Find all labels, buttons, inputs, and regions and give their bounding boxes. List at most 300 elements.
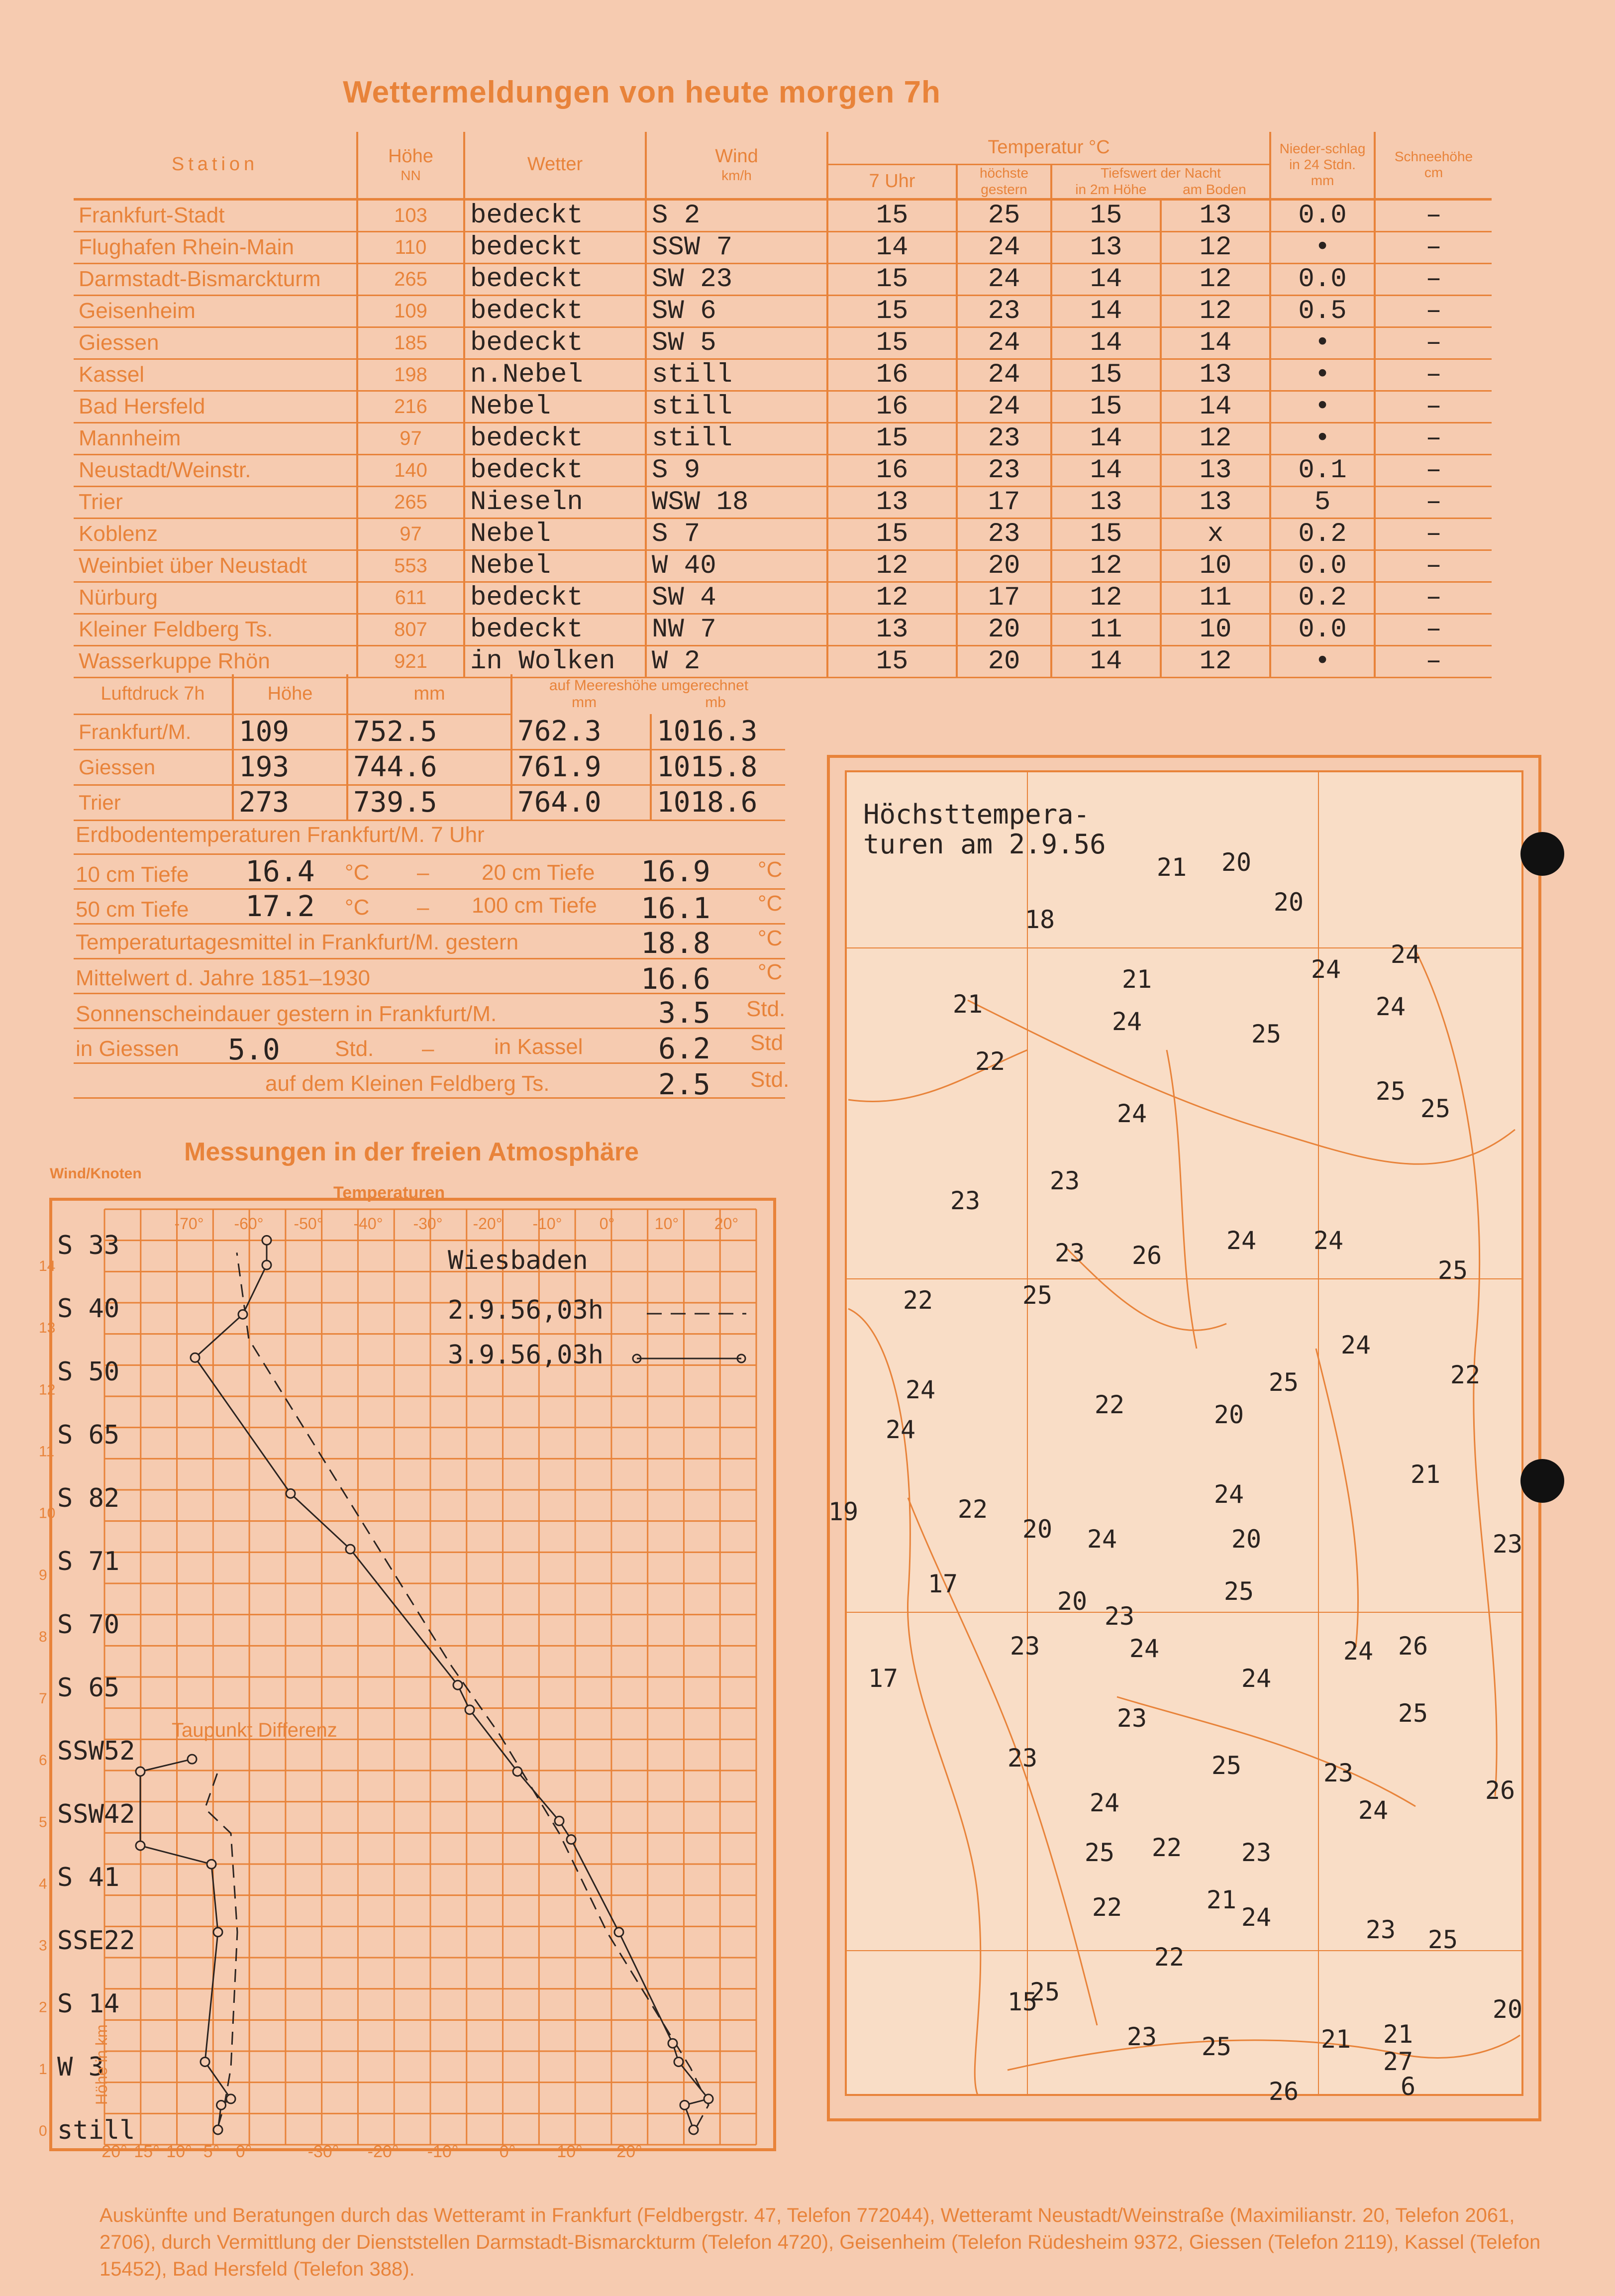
weather-cell-station: Kleiner Feldberg Ts. bbox=[74, 614, 357, 645]
km-tick: 7 bbox=[39, 1690, 47, 1707]
weather-cell-schnee: – bbox=[1375, 231, 1492, 263]
soil-100cm-value: 16.1 bbox=[641, 891, 710, 925]
map-temperature: 25 bbox=[1022, 1281, 1053, 1310]
soil-unit-4: °C bbox=[758, 891, 783, 916]
weather-cell-t7: 15 bbox=[827, 263, 957, 295]
header-wind-sub: km/h bbox=[721, 168, 752, 183]
std-1: Std. bbox=[746, 997, 786, 1021]
weather-cell-hoechst: 24 bbox=[957, 231, 1051, 263]
weather-cell-wetter: n.Nebel bbox=[464, 359, 646, 391]
map-temperature: 24 bbox=[1311, 955, 1341, 984]
weather-cell-nieder: 0.0 bbox=[1270, 550, 1375, 582]
weather-cell-wind: SW 23 bbox=[646, 263, 827, 295]
map-temperature: 21 bbox=[1156, 853, 1187, 882]
weather-cell-t7: 15 bbox=[827, 199, 957, 231]
feldberg-label: auf dem Kleinen Feldberg Ts. bbox=[265, 1071, 550, 1096]
wind-entry: S 70 bbox=[57, 1610, 120, 1640]
series-point bbox=[226, 2094, 235, 2103]
header-in2m: in 2m Höhe bbox=[1075, 181, 1147, 197]
map-temperature: 24 bbox=[1213, 1480, 1244, 1509]
map-temperature: 24 bbox=[885, 1415, 916, 1444]
weather-cell-nieder: 0.0 bbox=[1270, 263, 1375, 295]
weather-cell-hoechst: 25 bbox=[957, 199, 1051, 231]
soil-10cm-value: 16.4 bbox=[245, 854, 315, 888]
weather-row bbox=[74, 263, 1492, 295]
weather-cell-wind: SSW 7 bbox=[646, 231, 827, 263]
weather-cell-tief2m: 15 bbox=[1051, 391, 1161, 422]
soil-unit-6: °C bbox=[758, 960, 783, 984]
pressure-cell-meer_mm: 761.9 bbox=[511, 749, 651, 785]
map-temperature: 21 bbox=[1410, 1460, 1441, 1489]
weather-cell-wetter: Nieseln bbox=[464, 486, 646, 518]
weather-cell-schnee: – bbox=[1375, 550, 1492, 582]
series-point bbox=[262, 1260, 271, 1269]
page-title: Wettermeldungen von heute morgen 7h bbox=[343, 75, 941, 109]
weather-cell-tief2m: 15 bbox=[1051, 359, 1161, 391]
punch-hole-2 bbox=[1520, 1459, 1564, 1503]
map-temperature: 18 bbox=[1024, 905, 1055, 934]
weather-cell-wetter: bedeckt bbox=[464, 422, 646, 454]
pressure-cell-mb: 1016.3 bbox=[651, 714, 785, 749]
map-temperature: 19 bbox=[828, 1497, 859, 1526]
map-temperature: 6 bbox=[1400, 2072, 1416, 2101]
pressure-cell-hoehe: 109 bbox=[233, 714, 347, 749]
weather-cell-station: Weinbiet über Neustadt bbox=[74, 550, 357, 582]
map-temperature: 24 bbox=[1111, 1007, 1142, 1036]
map-temperature: 25 bbox=[1211, 1751, 1242, 1780]
soil-50cm-value: 17.2 bbox=[245, 889, 315, 923]
bottom-tick: -30° bbox=[307, 2142, 339, 2161]
km-tick: 4 bbox=[39, 1876, 47, 1892]
map-temperature: 25 bbox=[1427, 1925, 1458, 1954]
weather-cell-t7: 15 bbox=[827, 327, 957, 359]
series-point bbox=[668, 2039, 677, 2048]
map-temperature: 21 bbox=[952, 990, 983, 1019]
bottom-tick: -20° bbox=[367, 2142, 399, 2161]
km-tick: 8 bbox=[39, 1628, 47, 1645]
weather-cell-nieder: • bbox=[1270, 391, 1375, 422]
wind-entry: S 65 bbox=[57, 1420, 120, 1450]
wind-entry: SSW52 bbox=[57, 1736, 135, 1766]
soil-row-7 bbox=[74, 1062, 790, 1101]
weather-cell-t7: 15 bbox=[827, 422, 957, 454]
map-temperature: 22 bbox=[1450, 1360, 1481, 1389]
header-schnee bbox=[1375, 132, 1492, 199]
map-temperature: 25 bbox=[1420, 1094, 1451, 1123]
weather-cell-station: Bad Hersfeld bbox=[74, 391, 357, 422]
weather-cell-wetter: bedeckt bbox=[464, 614, 646, 645]
weather-cell-schnee: – bbox=[1375, 199, 1492, 231]
map-temperature: 24 bbox=[1087, 1525, 1117, 1554]
header-hoechste: höchste gestern bbox=[957, 164, 1051, 199]
header-boden: am Boden bbox=[1183, 181, 1246, 197]
weather-cell-tiefboden: 14 bbox=[1161, 391, 1270, 422]
weather-cell-tief2m: 14 bbox=[1051, 327, 1161, 359]
weather-cell-wind: SW 6 bbox=[646, 295, 827, 327]
weather-cell-t7: 16 bbox=[827, 359, 957, 391]
weather-table bbox=[74, 132, 1492, 678]
weather-cell-wind: WSW 18 bbox=[646, 486, 827, 518]
weather-cell-wetter: Nebel bbox=[464, 550, 646, 582]
soil-row-3 bbox=[74, 923, 785, 959]
weather-row bbox=[74, 518, 1492, 550]
pressure-header-mm: mm bbox=[347, 674, 511, 714]
weather-cell-tief2m: 14 bbox=[1051, 263, 1161, 295]
weather-cell-schnee: – bbox=[1375, 295, 1492, 327]
weather-cell-schnee: – bbox=[1375, 454, 1492, 486]
weather-row bbox=[74, 422, 1492, 454]
temp-tick: -70° bbox=[174, 1215, 204, 1233]
map-temperature: 24 bbox=[1313, 1226, 1344, 1255]
bottom-tick: 0° bbox=[499, 2142, 516, 2161]
map-temperature: 26 bbox=[1398, 1632, 1428, 1661]
map-temperature: 23 bbox=[950, 1186, 981, 1215]
soil-row-2 bbox=[74, 888, 785, 925]
weather-cell-tief2m: 11 bbox=[1051, 614, 1161, 645]
temp-tick: 10° bbox=[654, 1215, 679, 1233]
weather-cell-nieder: • bbox=[1270, 359, 1375, 391]
std-2: Std. bbox=[335, 1037, 374, 1061]
map-temperature: 26 bbox=[1268, 2077, 1299, 2106]
wind-entry: S 14 bbox=[57, 1989, 120, 2019]
weather-cell-station: Trier bbox=[74, 486, 357, 518]
weather-cell-tief2m: 13 bbox=[1051, 486, 1161, 518]
weather-cell-schnee: – bbox=[1375, 359, 1492, 391]
weather-cell-station: Giessen bbox=[74, 327, 357, 359]
header-hoehe-sub: NN bbox=[401, 168, 421, 183]
soil-unit-2: °C bbox=[758, 857, 783, 882]
km-tick: 5 bbox=[39, 1814, 47, 1831]
weather-cell-hoechst: 23 bbox=[957, 518, 1051, 550]
map-temperature: 22 bbox=[903, 1286, 933, 1315]
series-point bbox=[465, 1705, 474, 1714]
bottom-tick: 20° bbox=[616, 2142, 642, 2161]
weather-cell-hoechst: 23 bbox=[957, 454, 1051, 486]
wind-entry: still bbox=[57, 2115, 135, 2145]
series-point bbox=[555, 1816, 564, 1825]
sonne-label: Sonnenscheindauer gestern in Frankfurt/M. bbox=[76, 1002, 497, 1026]
weather-cell-nieder: 0.5 bbox=[1270, 295, 1375, 327]
map-temperature: 24 bbox=[1116, 1099, 1147, 1128]
weather-row bbox=[74, 359, 1492, 391]
temp-tick: 20° bbox=[714, 1215, 739, 1233]
pressure-cell-hoehe: 193 bbox=[233, 749, 347, 785]
weather-cell-nieder: 0.1 bbox=[1270, 454, 1375, 486]
km-tick: 2 bbox=[39, 1999, 47, 2016]
wind-entry: S 65 bbox=[57, 1673, 120, 1703]
weather-cell-station: Geisenheim bbox=[74, 295, 357, 327]
weather-cell-t7: 14 bbox=[827, 231, 957, 263]
km-tick: 9 bbox=[39, 1566, 47, 1583]
map-temperature: 21 bbox=[1320, 2025, 1351, 2054]
weather-cell-schnee: – bbox=[1375, 391, 1492, 422]
weather-cell-tiefboden: 12 bbox=[1161, 295, 1270, 327]
series-point bbox=[213, 1928, 222, 1937]
map-temperature: 23 bbox=[1365, 1915, 1396, 1944]
map-temperature: 23 bbox=[1241, 1838, 1272, 1867]
pressure-cell-mm: 744.6 bbox=[347, 749, 511, 785]
weather-cell-hoehe: 97 bbox=[357, 422, 464, 454]
weather-cell-schnee: – bbox=[1375, 582, 1492, 614]
atmosphere-chart bbox=[35, 1169, 781, 2165]
soil-20cm-label: 20 cm Tiefe bbox=[482, 860, 595, 885]
bottom-tick: 10° bbox=[557, 2142, 583, 2161]
map-temperature: 22 bbox=[975, 1047, 1006, 1076]
map-temperature: 24 bbox=[1129, 1634, 1160, 1663]
map-title-line-2: turen am 2.9.56 bbox=[863, 829, 1106, 860]
map-temperature: 24 bbox=[1340, 1331, 1371, 1359]
weather-cell-tiefboden: 12 bbox=[1161, 422, 1270, 454]
series-point bbox=[567, 1835, 576, 1844]
bottom-tick: 10° bbox=[166, 2142, 192, 2161]
series-point bbox=[689, 2125, 698, 2134]
header-wetter: Wetter bbox=[464, 132, 646, 199]
header-schnee-label: Schneehöhe bbox=[1394, 149, 1473, 165]
series-point bbox=[201, 2057, 209, 2066]
weather-cell-hoehe: 97 bbox=[357, 518, 464, 550]
series-point bbox=[453, 1680, 462, 1689]
soil-50cm-label: 50 cm Tiefe bbox=[76, 897, 189, 922]
map-temperature: 26 bbox=[1485, 1776, 1515, 1805]
map-temperature: 21 bbox=[1206, 1885, 1237, 1914]
pressure-header-label: Luftdruck 7h bbox=[74, 674, 233, 714]
weather-cell-tiefboden: 11 bbox=[1161, 582, 1270, 614]
series-point bbox=[136, 1767, 145, 1776]
soil-100cm-label: 100 cm Tiefe bbox=[472, 893, 597, 918]
map-temperature: 22 bbox=[957, 1495, 988, 1524]
weather-cell-wetter: Nebel bbox=[464, 518, 646, 550]
weather-cell-hoehe: 109 bbox=[357, 295, 464, 327]
weather-cell-nieder: 0.2 bbox=[1270, 518, 1375, 550]
series-point bbox=[346, 1545, 355, 1554]
weather-cell-wetter: bedeckt bbox=[464, 295, 646, 327]
weather-cell-schnee: – bbox=[1375, 645, 1492, 677]
map-temperature: 23 bbox=[1323, 1759, 1354, 1787]
chart-frame bbox=[51, 1199, 775, 2150]
weather-cell-schnee: – bbox=[1375, 263, 1492, 295]
temp-tick: -50° bbox=[294, 1215, 323, 1233]
weather-row bbox=[74, 231, 1492, 263]
pressure-header-meer-label: auf Meereshöhe umgerechnet bbox=[549, 677, 749, 694]
weather-cell-wind: SW 4 bbox=[646, 582, 827, 614]
weather-cell-station: Flughafen Rhein-Main bbox=[74, 231, 357, 263]
weather-cell-tief2m: 14 bbox=[1051, 295, 1161, 327]
weather-cell-wind: SW 5 bbox=[646, 327, 827, 359]
map-temperature: 24 bbox=[1226, 1226, 1257, 1255]
pressure-cell-station: Frankfurt/M. bbox=[74, 714, 233, 749]
map-temperature: 24 bbox=[1390, 940, 1421, 969]
pressure-header-meer-mm: mm bbox=[572, 694, 597, 711]
series-line-3 bbox=[205, 1772, 237, 2127]
km-tick: 1 bbox=[39, 2061, 47, 2078]
weather-cell-tief2m: 12 bbox=[1051, 582, 1161, 614]
map-inner-frame bbox=[846, 771, 1522, 2095]
weather-cell-tiefboden: 12 bbox=[1161, 231, 1270, 263]
map-temperature: 21 bbox=[1383, 2020, 1413, 2049]
weather-cell-hoechst: 24 bbox=[957, 327, 1051, 359]
weather-table-body bbox=[74, 199, 1492, 677]
header-station: Station bbox=[74, 132, 357, 199]
weather-cell-station: Mannheim bbox=[74, 422, 357, 454]
temp-tick: -30° bbox=[413, 1215, 443, 1233]
series-line-2 bbox=[195, 1240, 708, 2130]
weather-row bbox=[74, 550, 1492, 582]
weather-cell-tief2m: 14 bbox=[1051, 454, 1161, 486]
wind-entry: SSE22 bbox=[57, 1926, 135, 1956]
weather-cell-station: Neustadt/Weinstr. bbox=[74, 454, 357, 486]
map-temperature: 25 bbox=[1223, 1577, 1254, 1606]
map-temperature: 25 bbox=[1201, 2032, 1232, 2061]
map-temperature: 23 bbox=[1007, 1744, 1038, 1773]
wind-entry: S 50 bbox=[57, 1357, 120, 1387]
map-temperature: 17 bbox=[868, 1664, 899, 1693]
pressure-row bbox=[74, 785, 785, 820]
soil-10cm-label: 10 cm Tiefe bbox=[76, 862, 189, 887]
weather-cell-tiefboden: 13 bbox=[1161, 199, 1270, 231]
weather-cell-t7: 15 bbox=[827, 295, 957, 327]
series-point bbox=[286, 1489, 295, 1498]
map-temperature: 20 bbox=[1221, 848, 1252, 877]
map-temperature: 25 bbox=[1251, 1020, 1282, 1048]
feldberg-value: 2.5 bbox=[658, 1067, 710, 1101]
series-point bbox=[704, 2094, 713, 2103]
weather-cell-tief2m: 13 bbox=[1051, 231, 1161, 263]
weather-cell-nieder: 5 bbox=[1270, 486, 1375, 518]
soil-dash-2: – bbox=[417, 895, 429, 920]
weather-cell-station: Kassel bbox=[74, 359, 357, 391]
weather-cell-station: Koblenz bbox=[74, 518, 357, 550]
pressure-cell-station: Giessen bbox=[74, 749, 233, 785]
weather-cell-t7: 15 bbox=[827, 518, 957, 550]
wind-entry: SSW42 bbox=[57, 1799, 135, 1829]
map-temperature: 24 bbox=[1089, 1788, 1120, 1817]
weather-cell-station: Nürburg bbox=[74, 582, 357, 614]
wind-knoten-label: Wind/Knoten bbox=[50, 1165, 142, 1182]
kassel-label: in Kassel bbox=[494, 1035, 583, 1059]
std-3: Std bbox=[750, 1031, 784, 1055]
weather-cell-hoehe: 265 bbox=[357, 263, 464, 295]
soil-row-6 bbox=[74, 1028, 785, 1064]
pressure-cell-mb: 1015.8 bbox=[651, 749, 785, 785]
weather-cell-wetter: bedeckt bbox=[464, 263, 646, 295]
map-temperature: 25 bbox=[1437, 1256, 1468, 1285]
hoehe-axis-label: Höhe in km bbox=[93, 2024, 110, 2105]
pressure-cell-mm: 739.5 bbox=[347, 785, 511, 820]
soil-dash-3: – bbox=[422, 1037, 434, 1061]
station-name: Wiesbaden bbox=[448, 1246, 588, 1275]
pressure-cell-mb: 1018.6 bbox=[651, 785, 785, 820]
weather-cell-wetter: bedeckt bbox=[464, 582, 646, 614]
weather-cell-hoehe: 265 bbox=[357, 486, 464, 518]
pressure-table bbox=[74, 674, 785, 821]
soil-row-5 bbox=[74, 993, 785, 1029]
map-temperature: 25 bbox=[1398, 1699, 1428, 1728]
weather-cell-t7: 13 bbox=[827, 486, 957, 518]
wind-entry: S 33 bbox=[57, 1231, 120, 1260]
pressure-cell-mm: 752.5 bbox=[347, 714, 511, 749]
bottom-tick: 0° bbox=[235, 2142, 252, 2161]
temp-tick: -40° bbox=[353, 1215, 383, 1233]
temperature-map bbox=[818, 751, 1550, 2130]
weather-cell-schnee: – bbox=[1375, 422, 1492, 454]
weather-cell-hoechst: 24 bbox=[957, 359, 1051, 391]
weather-cell-nieder: • bbox=[1270, 422, 1375, 454]
weather-cell-wetter: in Wolken bbox=[464, 645, 646, 677]
weather-cell-nieder: • bbox=[1270, 231, 1375, 263]
pressure-header-meer-mb: mb bbox=[705, 694, 726, 711]
map-temperature: 25 bbox=[1029, 1978, 1060, 2006]
weather-cell-wind: still bbox=[646, 359, 827, 391]
weather-row bbox=[74, 486, 1492, 518]
map-temperature: 23 bbox=[1104, 1602, 1135, 1631]
map-temperature: 24 bbox=[1241, 1903, 1272, 1932]
weather-cell-wetter: bedeckt bbox=[464, 327, 646, 359]
weather-cell-tief2m: 14 bbox=[1051, 645, 1161, 677]
weather-cell-wind: S 7 bbox=[646, 518, 827, 550]
header-niederschlag: Nieder-schlag in 24 Stdn. mm bbox=[1270, 132, 1375, 199]
km-tick: 14 bbox=[39, 1258, 56, 1275]
weather-cell-hoechst: 20 bbox=[957, 614, 1051, 645]
map-temperature: 24 bbox=[1358, 1796, 1389, 1825]
soil-unit-3: °C bbox=[345, 895, 370, 920]
temp-tick: -20° bbox=[473, 1215, 503, 1233]
weather-cell-tiefboden: 10 bbox=[1161, 614, 1270, 645]
weather-cell-nieder: • bbox=[1270, 327, 1375, 359]
series-point bbox=[674, 2057, 683, 2066]
map-temperature: 17 bbox=[927, 1569, 958, 1598]
weather-cell-hoehe: 140 bbox=[357, 454, 464, 486]
weather-cell-hoehe: 807 bbox=[357, 614, 464, 645]
bottom-tick: 20° bbox=[101, 2142, 127, 2161]
weather-cell-hoechst: 23 bbox=[957, 422, 1051, 454]
header-tiefst bbox=[1051, 164, 1270, 199]
weather-row bbox=[74, 582, 1492, 614]
km-tick: 6 bbox=[39, 1752, 47, 1769]
tagesmittel-value: 18.8 bbox=[641, 926, 710, 960]
soil-unit-1: °C bbox=[345, 860, 370, 885]
weather-cell-tief2m: 15 bbox=[1051, 199, 1161, 231]
weather-cell-wind: S 2 bbox=[646, 199, 827, 231]
series-point bbox=[136, 1841, 145, 1850]
map-temperature: 15 bbox=[1007, 1987, 1038, 2016]
map-temperature: 23 bbox=[1116, 1704, 1147, 1733]
weather-cell-wetter: bedeckt bbox=[464, 199, 646, 231]
map-temperature: 23 bbox=[1126, 2022, 1157, 2051]
weather-cell-hoechst: 24 bbox=[957, 391, 1051, 422]
weather-cell-wind: still bbox=[646, 391, 827, 422]
weather-cell-tiefboden: 10 bbox=[1161, 550, 1270, 582]
weather-cell-tief2m: 15 bbox=[1051, 518, 1161, 550]
pressure-table-body bbox=[74, 714, 785, 820]
map-temperature: 20 bbox=[1273, 888, 1304, 917]
map-temperature: 23 bbox=[1492, 1530, 1523, 1559]
weather-cell-hoechst: 17 bbox=[957, 582, 1051, 614]
wind-entry: S 40 bbox=[57, 1294, 120, 1324]
header-tiefst-label: Tiefswert der Nacht bbox=[1101, 165, 1221, 181]
map-temperature: 25 bbox=[1375, 1077, 1406, 1106]
map-title-line-1: Höchsttempera- bbox=[863, 799, 1090, 830]
map-temperature: 20 bbox=[1057, 1587, 1088, 1616]
map-temperature: 22 bbox=[1094, 1390, 1125, 1419]
weather-cell-wetter: bedeckt bbox=[464, 231, 646, 263]
weather-cell-hoehe: 216 bbox=[357, 391, 464, 422]
map-title bbox=[863, 799, 1106, 860]
weather-cell-tief2m: 14 bbox=[1051, 422, 1161, 454]
weather-cell-wind: W 2 bbox=[646, 645, 827, 677]
pressure-cell-meer_mm: 762.3 bbox=[511, 714, 651, 749]
header-hoehe-label: Höhe bbox=[388, 146, 433, 167]
temperaturen-label: Temperaturen bbox=[333, 1183, 445, 1202]
